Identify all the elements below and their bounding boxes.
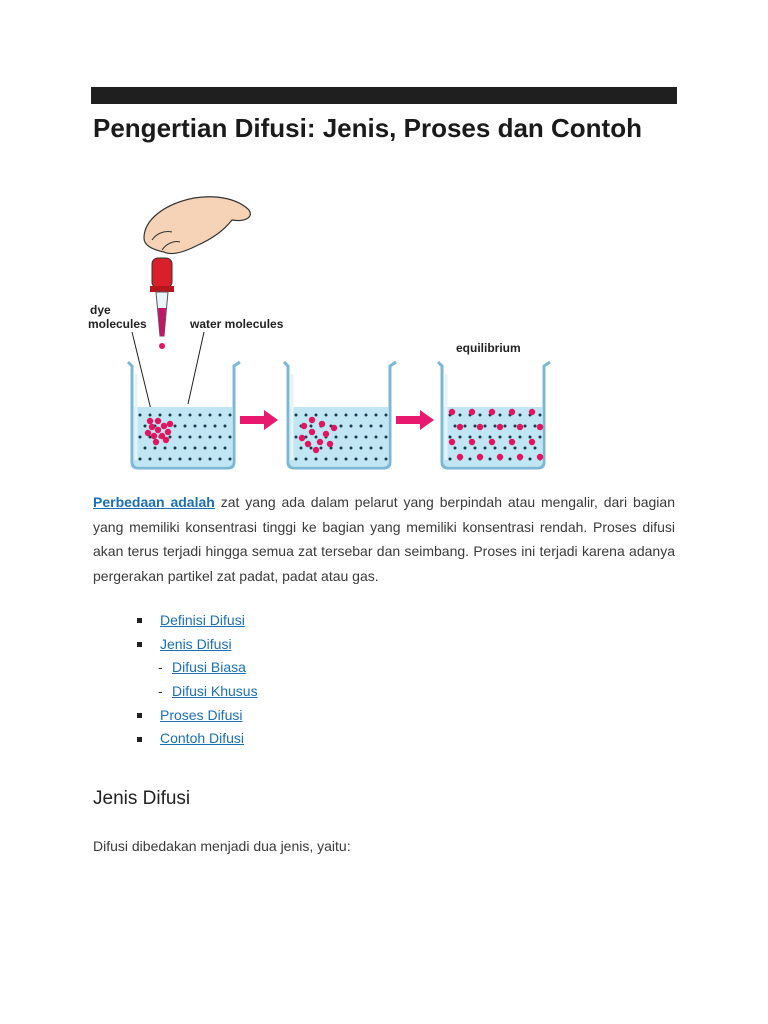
water-molecule <box>174 447 177 450</box>
water-molecule <box>325 414 328 417</box>
dye-molecule <box>449 439 455 445</box>
water-molecule <box>300 447 303 450</box>
dye-molecule <box>147 418 153 424</box>
dye-molecule <box>313 447 319 453</box>
perbedaan-link[interactable]: Perbedaan adalah <box>93 494 215 510</box>
header-bar <box>91 87 677 104</box>
water-molecule <box>454 447 457 450</box>
water-molecule <box>484 447 487 450</box>
dye-molecule <box>319 421 325 427</box>
water-molecule <box>335 458 338 461</box>
water-molecule <box>514 425 517 428</box>
water-molecule <box>159 458 162 461</box>
water-molecule <box>449 458 452 461</box>
water-molecule <box>189 414 192 417</box>
water-molecule <box>204 425 207 428</box>
water-molecule <box>469 458 472 461</box>
dye-molecule <box>449 409 455 415</box>
dye-molecule <box>163 437 169 443</box>
water-molecule <box>509 436 512 439</box>
dye-molecule <box>165 429 171 435</box>
dye-molecule <box>153 439 159 445</box>
water-molecule <box>499 414 502 417</box>
water-molecule <box>169 414 172 417</box>
intro-paragraph <box>93 490 675 588</box>
water-molecule <box>144 425 147 428</box>
water-molecule <box>365 458 368 461</box>
section-text: Difusi dibedakan menjadi dua jenis, yaitu: <box>93 838 351 854</box>
hand-illustration <box>144 197 250 254</box>
water-molecule <box>139 414 142 417</box>
dye-molecule <box>537 424 543 430</box>
dye-molecule <box>327 441 333 447</box>
water-molecule <box>380 447 383 450</box>
water-molecule <box>360 425 363 428</box>
water-molecule <box>474 425 477 428</box>
water-molecule <box>179 458 182 461</box>
dye-molecule <box>469 439 475 445</box>
water-molecule <box>295 436 298 439</box>
water-molecule <box>355 458 358 461</box>
water-molecule <box>479 414 482 417</box>
water-molecule <box>539 414 542 417</box>
bullet-icon <box>137 713 142 718</box>
water-molecule <box>199 436 202 439</box>
dye-molecule <box>149 424 155 430</box>
dye-molecule <box>497 424 503 430</box>
water-molecule <box>350 425 353 428</box>
water-molecule <box>494 425 497 428</box>
bullet-icon <box>137 737 142 742</box>
dye-molecule <box>323 431 329 437</box>
water-molecule <box>529 458 532 461</box>
water-molecule <box>355 414 358 417</box>
water-molecule <box>204 447 207 450</box>
page-title: Pengertian Difusi: Jenis, Proses dan Contoh <box>93 113 642 143</box>
beaker-3 <box>438 362 550 468</box>
beaker-1 <box>128 362 240 468</box>
water-molecule <box>224 447 227 450</box>
dye-molecule <box>331 425 337 431</box>
water-molecule <box>169 436 172 439</box>
water-molecule <box>370 447 373 450</box>
water-molecule <box>385 436 388 439</box>
dye-molecule <box>517 424 523 430</box>
dye-molecule <box>529 439 535 445</box>
bullet-icon <box>137 618 142 623</box>
water-molecule <box>295 414 298 417</box>
water-molecule <box>340 447 343 450</box>
water-molecule <box>454 425 457 428</box>
dye-molecule <box>497 454 503 460</box>
water-molecule <box>509 458 512 461</box>
water-molecule <box>189 458 192 461</box>
dropper-illustration <box>150 258 174 349</box>
water-molecule <box>355 436 358 439</box>
water-molecule <box>534 447 537 450</box>
water-molecule <box>219 436 222 439</box>
section-heading: Jenis Difusi <box>93 788 191 809</box>
water-molecule <box>144 447 147 450</box>
toc-item <box>136 704 258 728</box>
beaker-2 <box>284 362 396 468</box>
water-molecule <box>375 458 378 461</box>
dye-molecule <box>305 441 311 447</box>
toc-link-jenis[interactable]: Jenis Difusi <box>160 635 232 652</box>
water-molecule <box>459 436 462 439</box>
water-molecule <box>479 436 482 439</box>
water-molecule <box>385 458 388 461</box>
water-molecule <box>199 458 202 461</box>
water-molecule <box>179 414 182 417</box>
water-molecule <box>504 425 507 428</box>
water-molecule <box>459 414 462 417</box>
water-molecule <box>335 414 338 417</box>
intro-text: zat yang ada dalam pelarut yang berpindah atau mengalir, dari bagian yang memiliki konsentrasi tinggi ke bagian yang memiliki konsentrasi rendah. Proses difusi akan terus terjadi hingga semua zat tersebar dan seimbang. Proses ini terjadi karena adanya pergerakan partikel zat padat, padat atau gas. <box>93 494 675 584</box>
water-molecule <box>310 447 313 450</box>
dye-molecule <box>309 429 315 435</box>
diffusion-illustration <box>84 190 564 475</box>
water-molecule <box>365 436 368 439</box>
water-molecule <box>184 447 187 450</box>
water-molecule <box>320 447 323 450</box>
dash-marker: - <box>158 659 163 676</box>
water-molecule <box>214 447 217 450</box>
water-molecule <box>219 414 222 417</box>
dye-molecule <box>167 421 173 427</box>
water-molecule <box>380 425 383 428</box>
dye-molecule <box>477 454 483 460</box>
water-molecule <box>194 447 197 450</box>
water-molecule <box>350 447 353 450</box>
water-molecule <box>365 414 368 417</box>
dye-molecule <box>509 409 515 415</box>
dye-molecule <box>301 423 307 429</box>
water-molecule <box>375 436 378 439</box>
label-dye-line2: molecules <box>88 317 147 331</box>
water-molecule <box>189 436 192 439</box>
dye-molecule <box>151 433 157 439</box>
label-water: water molecules <box>190 317 284 331</box>
water-molecule <box>305 458 308 461</box>
water-molecule <box>149 414 152 417</box>
arrow-2 <box>396 410 434 430</box>
dye-molecule <box>317 439 323 445</box>
toc-item <box>136 633 258 657</box>
water-molecule <box>494 447 497 450</box>
water-molecule <box>514 447 517 450</box>
water-molecule <box>529 436 532 439</box>
water-molecule <box>504 447 507 450</box>
water-molecule <box>199 414 202 417</box>
dye-molecule <box>457 454 463 460</box>
water-molecule <box>229 436 232 439</box>
toc-subitem <box>136 680 258 704</box>
water-molecule <box>219 458 222 461</box>
water-molecule <box>149 458 152 461</box>
toc-subitem <box>136 656 258 680</box>
water-molecule <box>345 458 348 461</box>
water-molecule <box>315 458 318 461</box>
water-molecule <box>335 436 338 439</box>
water-molecule <box>464 447 467 450</box>
table-of-contents <box>136 609 258 751</box>
arrow-1 <box>240 410 278 430</box>
dye-molecule <box>477 424 483 430</box>
water-molecule <box>315 414 318 417</box>
water-molecule <box>474 447 477 450</box>
bullet-icon <box>137 642 142 647</box>
water-molecule <box>325 458 328 461</box>
water-molecule <box>139 458 142 461</box>
water-molecule <box>209 458 212 461</box>
water-molecule <box>154 447 157 450</box>
label-equilibrium: equilibrium <box>456 341 521 355</box>
water-molecule <box>224 425 227 428</box>
water-molecule <box>174 425 177 428</box>
water-molecule <box>184 425 187 428</box>
dye-molecule <box>161 423 167 429</box>
dye-molecule <box>469 409 475 415</box>
dye-molecule <box>299 435 305 441</box>
water-molecule <box>229 414 232 417</box>
toc-link-proses[interactable]: Proses Difusi <box>160 706 243 723</box>
toc-link-definisi[interactable]: Definisi Difusi <box>160 612 245 628</box>
water-molecule <box>370 425 373 428</box>
dye-molecule <box>529 409 535 415</box>
water-molecule <box>375 414 378 417</box>
label-dye-line1: dye <box>90 303 111 317</box>
water-molecule <box>519 436 522 439</box>
toc-link-biasa[interactable]: Difusi Biasa <box>172 659 246 676</box>
water-molecule <box>214 425 217 428</box>
water-molecule <box>469 436 472 439</box>
water-molecule <box>159 414 162 417</box>
dye-molecule <box>309 417 315 423</box>
water-molecule <box>295 458 298 461</box>
dye-molecule <box>155 427 161 433</box>
water-molecule <box>179 436 182 439</box>
water-molecule <box>340 425 343 428</box>
water-molecule <box>360 447 363 450</box>
water-molecule <box>524 447 527 450</box>
water-molecule <box>345 414 348 417</box>
dye-molecule <box>155 418 161 424</box>
water-molecule <box>534 425 537 428</box>
dye-molecule <box>457 424 463 430</box>
toc-link-khusus[interactable]: Difusi Khusus <box>172 683 258 700</box>
water-molecule <box>315 436 318 439</box>
water-pointer-line <box>188 332 204 404</box>
water-molecule <box>169 458 172 461</box>
water-molecule <box>524 425 527 428</box>
water-molecule <box>310 425 313 428</box>
dye-molecule <box>489 409 495 415</box>
water-molecule <box>539 436 542 439</box>
water-molecule <box>519 414 522 417</box>
water-molecule <box>489 458 492 461</box>
toc-link-contoh[interactable]: Contoh Difusi <box>160 730 245 747</box>
water-molecule <box>489 436 492 439</box>
toc-item <box>136 609 258 633</box>
water-molecule <box>484 425 487 428</box>
water-molecule <box>164 447 167 450</box>
water-molecule <box>209 414 212 417</box>
dye-molecule <box>537 454 543 460</box>
water-molecule <box>464 425 467 428</box>
water-molecule <box>229 458 232 461</box>
dye-molecule <box>509 439 515 445</box>
dash-marker: - <box>158 683 163 700</box>
water-molecule <box>194 425 197 428</box>
water-molecule <box>139 436 142 439</box>
dye-molecule <box>489 439 495 445</box>
dye-molecule <box>517 454 523 460</box>
water-molecule <box>305 414 308 417</box>
water-molecule <box>499 436 502 439</box>
water-molecule <box>385 414 388 417</box>
dye-molecule <box>145 430 151 436</box>
water-molecule <box>209 436 212 439</box>
water-molecule <box>345 436 348 439</box>
toc-item <box>136 727 258 751</box>
water-molecule <box>449 436 452 439</box>
